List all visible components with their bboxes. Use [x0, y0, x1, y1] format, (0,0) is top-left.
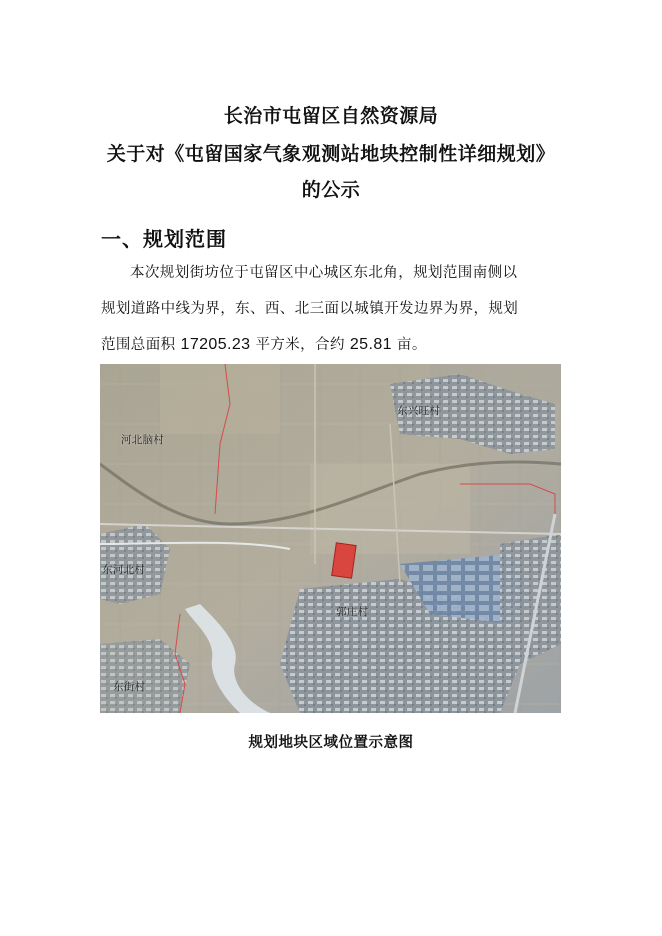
figure-caption: 规划地块区域位置示意图	[248, 734, 414, 751]
paragraph-line-3	[101, 327, 563, 363]
paragraph-text: 亩。	[391, 337, 427, 353]
doc-title-line-3: 的公示	[301, 179, 361, 201]
area-mu-value: 25.81	[349, 336, 392, 353]
map-label-hebeinao: 河北脑村	[121, 434, 165, 446]
paragraph-text: 平方米，合约	[250, 337, 350, 353]
paragraph-line-2: 规划道路中线为界，东、西、北三面以城镇开发边界为界，规划	[101, 301, 519, 317]
map-label-guozhuang: 郭庄村	[336, 606, 369, 618]
paragraph-text: 范围总面积	[101, 337, 181, 353]
paragraph-line-1: 本次规划街坊位于屯留区中心城区东北角，规划范围南侧以	[130, 265, 518, 281]
satellite-map-image	[100, 364, 561, 713]
map-label-donghebei: 东河北村	[102, 564, 146, 576]
map-label-dongxingwang: 东兴旺村	[397, 405, 441, 417]
area-sqm-value: 17205.23	[180, 336, 251, 353]
section-heading: 一、规划范围	[101, 227, 227, 251]
planning-site-marker	[332, 543, 356, 578]
doc-title-line-1: 长治市屯留区自然资源局	[223, 105, 439, 127]
satellite-map	[100, 364, 561, 713]
map-label-dongjie: 东街村	[113, 681, 146, 693]
doc-title-line-2: 关于对《屯留国家气象观测站地块控制性详细规划》	[106, 143, 556, 165]
